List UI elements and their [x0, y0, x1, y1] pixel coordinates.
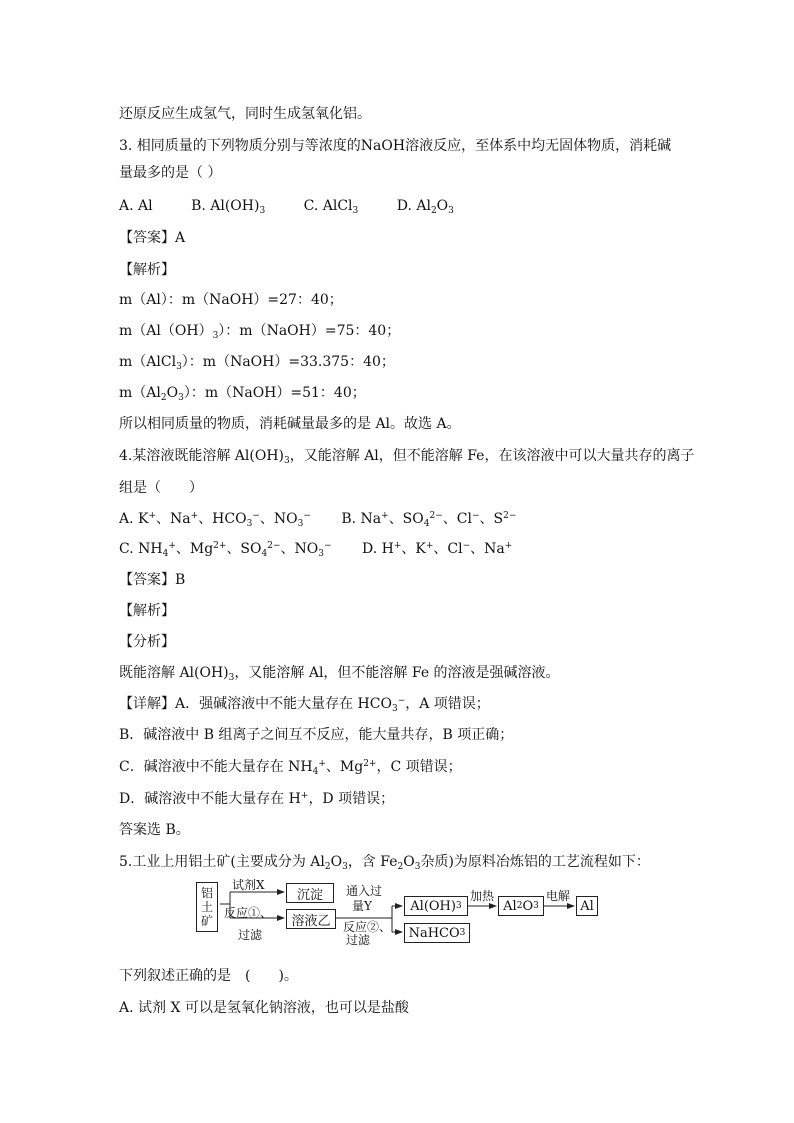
flow-box-sodium-bicarbonate: NaHCO 3 [404, 923, 470, 943]
conclusion-line: 所以相同质量的物质，消耗碱量最多的是 Al。故选 A。 [119, 416, 461, 432]
flow-box-solution-b: 溶液乙 [286, 909, 336, 929]
flow-label-pass-excess: 通入过 [346, 884, 383, 898]
flow-label-amount-y: 量Y [352, 899, 372, 913]
flow-label-reaction-1: 反应①、 [224, 906, 273, 920]
flow-label-heat: 加热 [470, 889, 495, 903]
analysis-line: 既能溶解 $Al(OH)_3$，又能溶解 Al，但不能溶解 Fe 的溶液是强碱溶液。 [119, 665, 560, 683]
analysis-label: 【解析】 [119, 262, 175, 278]
question-4-stem-cont: 组是（ ） [119, 480, 203, 496]
analysis-label: 【解析】 [119, 603, 175, 619]
option-d: D. H+、K+、Cl−、Na+ [362, 541, 513, 557]
question-3-stem: 3. 相同质量的下列物质分别与等浓度的NaOH溶液反应，至体系中均无固体物质，消耗碱 [119, 138, 672, 154]
flow-label-reaction-2: 反应②、 [343, 920, 392, 934]
option-a: A. Al [119, 198, 153, 214]
question-5-option-a: A. 试剂 X 可以是氢氧化钠溶液，也可以是盐酸 [119, 1000, 409, 1016]
flow-box-precipitate: 沉淀 [286, 883, 334, 903]
detail-line: B．碱溶液中 B 组离子之间互不反应，能大量共存，B 项正确； [119, 727, 514, 743]
question-5-statement: 下列叙述正确的是 ( )。 [119, 968, 298, 984]
flow-box-ore: 铝土矿 [196, 882, 218, 932]
answer-label: 【答案】B [119, 572, 186, 588]
text-line: 还原反应生成氢气，同时生成氢氧化铝。 [119, 106, 371, 122]
flow-box-alumina: Al 2 O 3 [498, 896, 544, 916]
flow-box-aluminium-hydroxide: Al(OH) 3 [404, 896, 468, 916]
mass-ratio-line: $m(Al(OH)_3)$：m（NaOH）=75：40； [119, 323, 401, 341]
question-3-stem-cont: 量最多的是（ ） [119, 165, 222, 181]
option-c: C. $NH_4^+$、$Mg^{2+}$、$SO_4^{2-}$、$NO_3^-$ [119, 541, 332, 559]
mass-ratio-line: m（AlCl$_3$）：m（NaOH）=33.375：40； [119, 354, 395, 372]
option-b: B. Na+、$SO_4^{2-}$、Cl−、$S^{2-}$ [341, 511, 517, 529]
flow-label-electrolysis: 电解 [546, 889, 571, 903]
process-flow-diagram [196, 880, 606, 946]
question-5-stem: 5.工业上用铝土矿(主要成分为 $Al_2O_3$，含 $Fe_2O_3$杂质)为原料冶炼铝的工艺流程如下： [119, 854, 650, 872]
flow-label-reagent-x: 试剂X [232, 878, 265, 892]
flow-label-filter-1: 过滤 [238, 928, 263, 942]
option-a: A. K+、Na+、$HCO_3^-$、$NO_3^-$ [119, 511, 311, 529]
detail-line: C．碱溶液中不能大量存在 $NH_4^+$、$Mg^{2+}$，C 项错误； [119, 759, 462, 777]
flow-box-aluminium: Al [576, 896, 598, 916]
question-4-options-row2 [119, 539, 512, 559]
detail-line: D．碱溶液中不能大量存在 H+，D 项错误； [119, 791, 395, 807]
question-4-stem: 4.某溶液既能溶解 $Al(OH)_3$，又能溶解 Al，但不能溶解 Fe，在该溶液中可以大量共存的离子 [119, 448, 695, 466]
option-b: B. $Al(OH)_3$ [191, 198, 266, 216]
flow-label-filter-2: 过滤 [346, 933, 371, 947]
mass-ratio-line: m（Al）：m（NaOH）=27：40； [119, 292, 343, 308]
analysis-subheading: 【分析】 [119, 634, 175, 650]
answer-label: 【答案】A [119, 230, 186, 246]
option-d: D. $Al_2O_3$ [396, 198, 454, 216]
question-3-options [119, 196, 454, 216]
detail-line: 【详解】A．强碱溶液中不能大量存在 $HCO_3^-$，A 项错误； [119, 696, 490, 714]
option-c: C. AlCl$_3$ [303, 198, 359, 216]
mass-ratio-line: $m(Al_2O_3)$：m（NaOH）=51：40； [119, 385, 366, 403]
final-answer-line: 答案选 B。 [119, 822, 190, 838]
question-4-options-row1 [119, 509, 516, 529]
